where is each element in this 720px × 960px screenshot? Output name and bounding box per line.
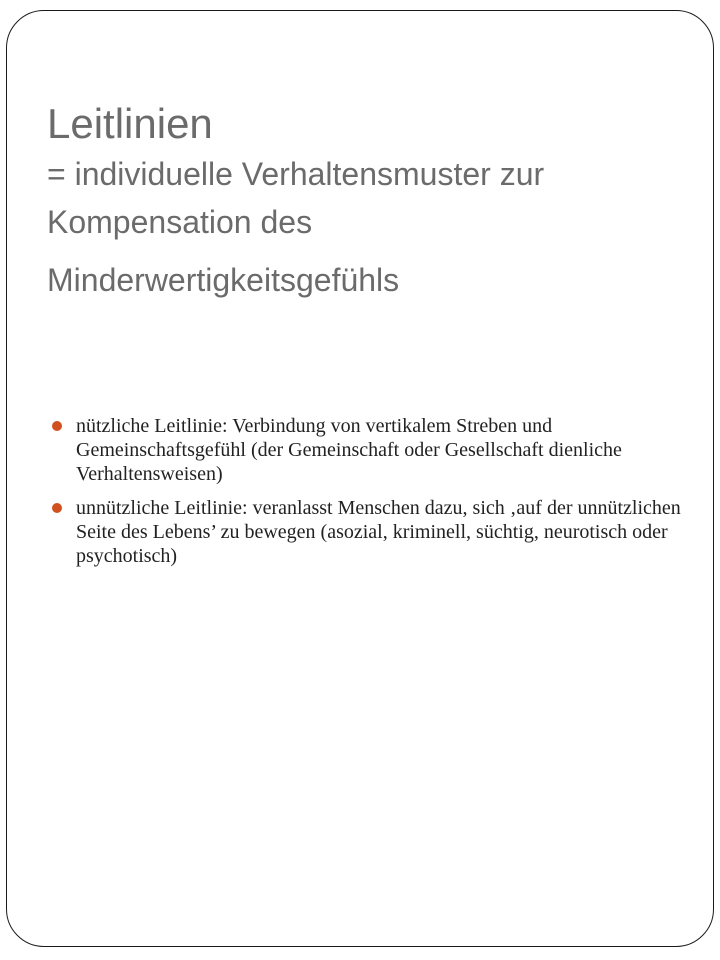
bullet-text: unnützliche Leitlinie: veranlasst Menschen dazu, sich ‚auf der unnützlichen Seite des Lebens’ zu bewegen (asozial, kriminell, süchtig, neurotisch oder psychotisch) [76,497,681,567]
bullet-list [52,414,692,578]
subtitle-line-1: = individuelle Verhaltensmuster zur [47,156,545,192]
bullet-dot-icon [52,503,62,513]
bullet-text: nützliche Leitlinie: Verbindung von vertikalem Streben und Gemeinschaftsgefühl (der Gemeinschaft oder Gesellschaft dienliche Verhaltensweisen) [76,415,622,485]
slide-title-block [47,98,687,304]
subtitle-line-3: Minderwertigkeitsgefühls [47,262,400,298]
slide-title: Leitlinien [47,100,213,147]
bullet-item [52,496,692,568]
slide-subtitle [47,150,687,304]
bullet-item [52,414,692,486]
subtitle-line-2: Kompensation des [47,204,313,240]
bullet-dot-icon [52,421,62,431]
